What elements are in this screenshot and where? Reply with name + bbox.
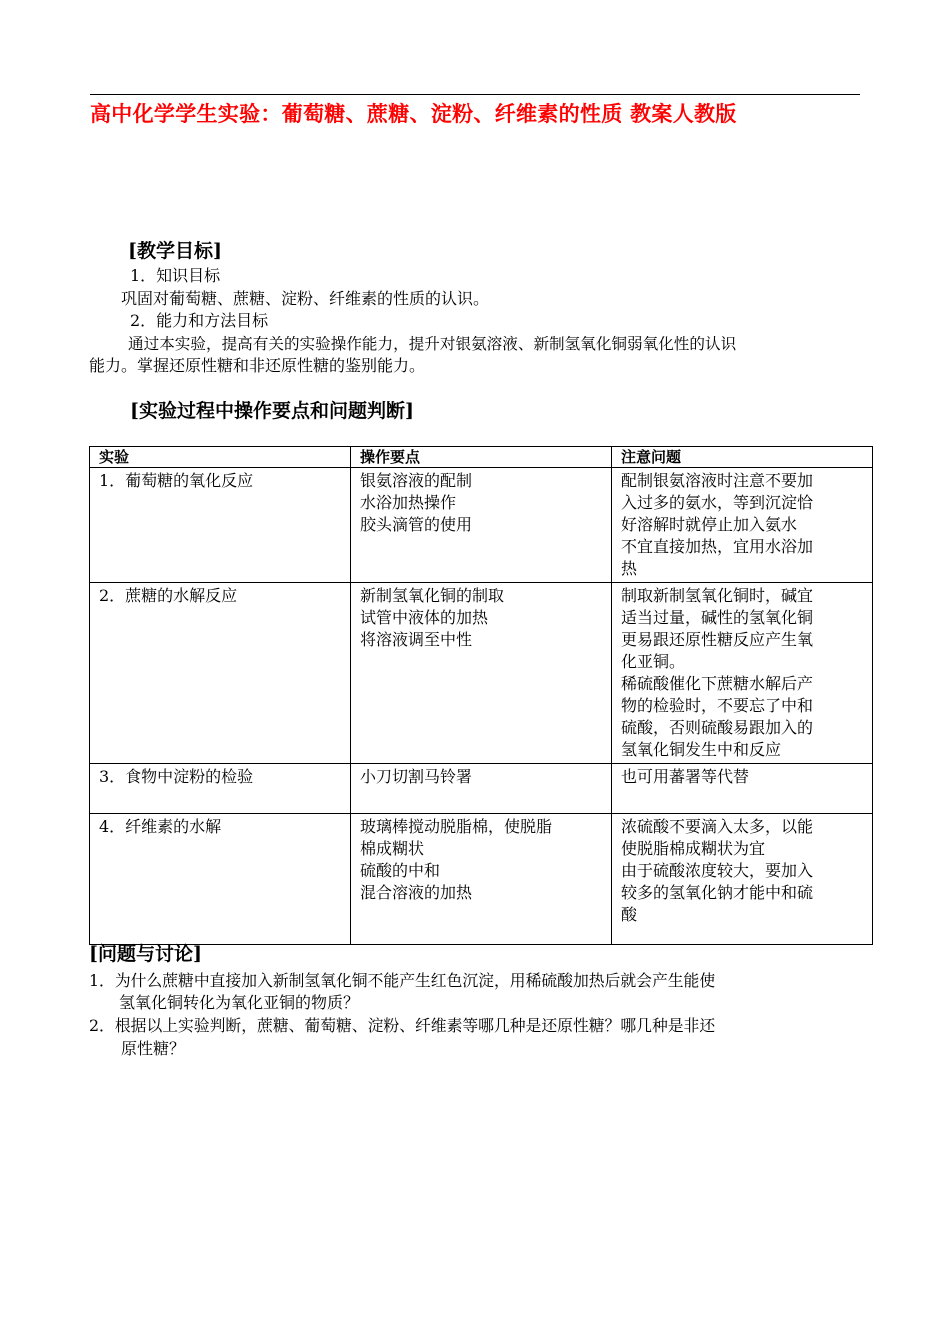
document-title: 高中化学学生实验：葡萄糖、蔗糖、淀粉、纤维素的性质 教案人教版: [90, 102, 737, 126]
experiment-cell: 1．葡萄糖的氧化反应: [90, 468, 351, 583]
header-operations: 操作要点: [351, 447, 612, 468]
discussion-heading: [问题与讨论]: [89, 943, 202, 965]
table-row: [90, 814, 873, 945]
note-line: 也可用蕃署等代替: [621, 767, 750, 786]
operation-line: 银氨溶液的配制: [360, 471, 473, 490]
table-header-row: [90, 447, 873, 468]
operation-line: 胶头滴管的使用: [360, 515, 473, 534]
question-1-line1: 1．为什么蔗糖中直接加入新制氢氧化铜不能产生红色沉淀，用稀硫酸加热后就会产生能使: [89, 971, 716, 990]
table-row: [90, 583, 873, 764]
knowledge-objective-text: 巩固对葡萄糖、蔗糖、淀粉、纤维素的性质的认识。: [121, 289, 490, 308]
operation-line: 小刀切割马铃署: [360, 767, 473, 786]
experiment-cell: 3．食物中淀粉的检验: [90, 764, 351, 814]
note-line: 入过多的氨水，等到沉淀恰: [621, 493, 814, 512]
operations-cell: [351, 583, 612, 764]
notes-cell: [612, 764, 873, 814]
operations-cell: [351, 764, 612, 814]
notes-cell: [612, 468, 873, 583]
note-line: 由于硫酸浓度较大，要加入: [621, 861, 814, 880]
note-line: 制取新制氢氧化铜时，碱宜: [621, 586, 814, 605]
operations-cell: [351, 468, 612, 583]
operation-line: 混合溶液的加热: [360, 883, 473, 902]
ability-objective-text-line2: 能力。掌握还原性糖和非还原性糖的鉴别能力。: [89, 356, 426, 375]
note-line: 物的检验时，不要忘了中和: [621, 696, 814, 715]
experiment-cell: 4．纤维素的水解: [90, 814, 351, 945]
header-notes: 注意问题: [612, 447, 873, 468]
question-2-line2: 原性糖？: [121, 1039, 186, 1058]
operation-line: 玻璃棒搅动脱脂棉，使脱脂: [360, 817, 553, 836]
note-line: 氢氧化铜发生中和反应: [621, 740, 782, 759]
top-rule: [90, 94, 860, 95]
note-line: 热: [621, 559, 638, 578]
header-experiment: 实验: [90, 447, 351, 468]
knowledge-objective-label: 1．知识目标: [130, 266, 221, 285]
note-line: 配制银氨溶液时注意不要加: [621, 471, 814, 490]
notes-cell: [612, 583, 873, 764]
process-heading: [实验过程中操作要点和问题判断]: [130, 400, 414, 422]
ability-objective-label: 2．能力和方法目标: [130, 311, 269, 330]
operations-cell: [351, 814, 612, 945]
table-row: [90, 764, 873, 814]
operation-line: 试管中液体的加热: [360, 608, 489, 627]
experiment-table: [89, 446, 873, 945]
note-line: 浓硫酸不要滴入太多，以能: [621, 817, 814, 836]
question-1-line2: 氢氧化铜转化为氧化亚铜的物质？: [119, 993, 360, 1012]
note-line: 酸: [621, 905, 638, 924]
operation-line: 棉成糊状: [360, 839, 425, 858]
table-row: [90, 468, 873, 583]
ability-objective-text-line1: 通过本实验，提高有关的实验操作能力，提升对银氨溶液、新制氢氧化铜弱氧化性的认识: [128, 335, 737, 353]
note-line: 硫酸，否则硫酸易跟加入的: [621, 718, 814, 737]
operation-line: 新制氢氧化铜的制取: [360, 586, 505, 605]
note-line: 较多的氢氧化钠才能中和硫: [621, 883, 814, 902]
note-line: 更易跟还原性糖反应产生氧: [621, 630, 814, 649]
note-line: 好溶解时就停止加入氨水: [621, 515, 798, 534]
note-line: 不宜直接加热，宜用水浴加: [621, 537, 814, 556]
experiment-cell: 2．蔗糖的水解反应: [90, 583, 351, 764]
operation-line: 将溶液调至中性: [360, 630, 473, 649]
question-2-line1: 2．根据以上实验判断，蔗糖、葡萄糖、淀粉、纤维素等哪几种是还原性糖？哪几种是非还: [89, 1016, 716, 1035]
note-line: 使脱脂棉成糊状为宜: [621, 839, 766, 858]
objectives-heading: [教学目标]: [128, 240, 222, 262]
note-line: 稀硫酸催化下蔗糖水解后产: [621, 674, 814, 693]
note-line: 适当过量，碱性的氢氧化铜: [621, 608, 814, 627]
operation-line: 水浴加热操作: [360, 493, 457, 512]
operation-line: 硫酸的中和: [360, 861, 441, 880]
note-line: 化亚铜。: [621, 652, 686, 671]
notes-cell: [612, 814, 873, 945]
